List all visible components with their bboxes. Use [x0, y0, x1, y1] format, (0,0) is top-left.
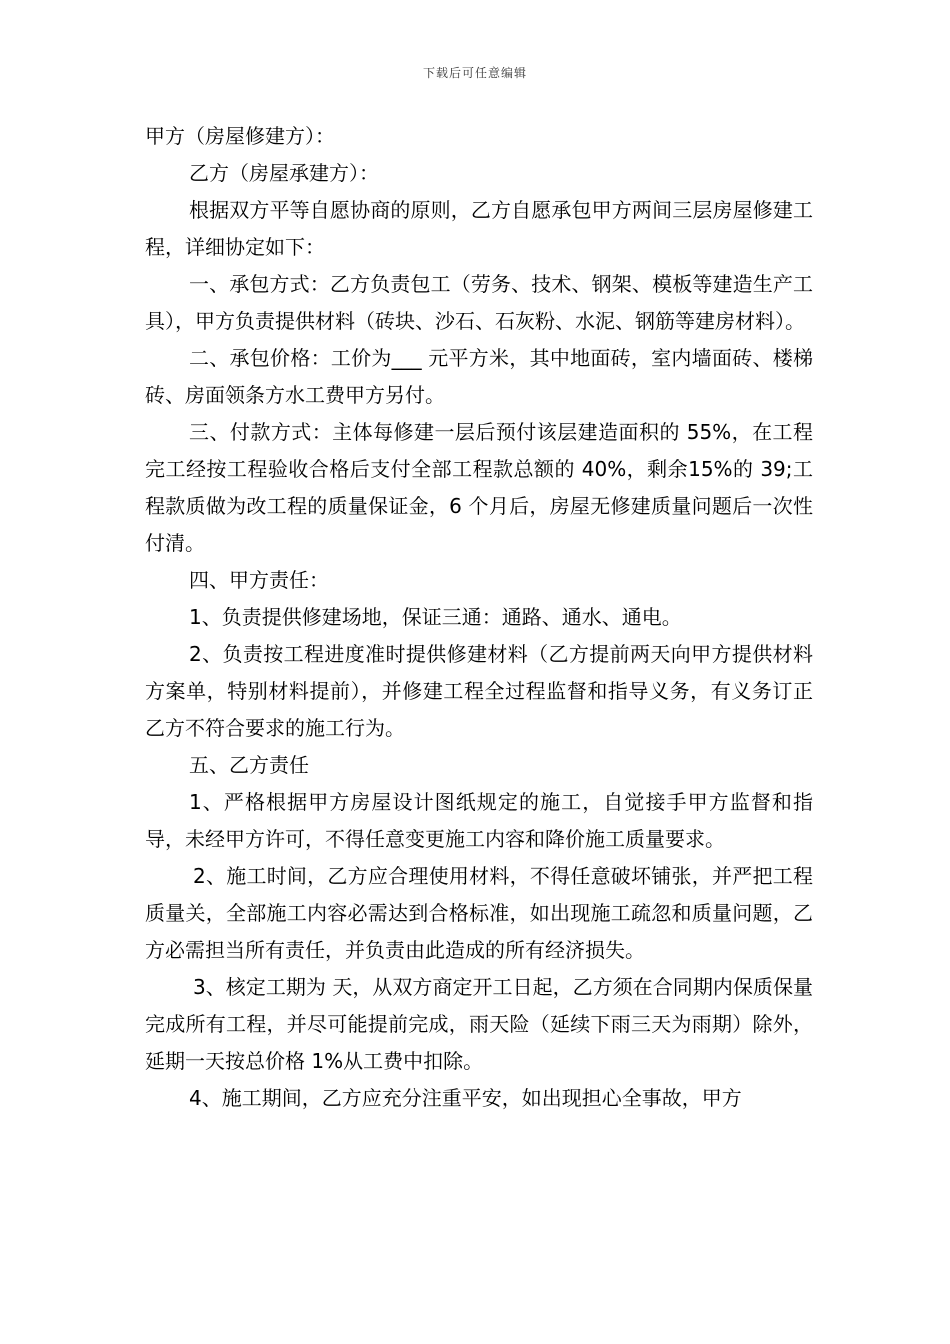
section-party-a-duties: 四、甲方责任： — [189, 568, 329, 592]
party-a-line: 甲方（房屋修建方）： — [145, 124, 335, 148]
section-party-b-duties: 五、乙方责任 — [189, 753, 309, 777]
party-a-duty-2: 2、负责按工程进度准时提供修建材料（乙方提前两天向甲方提供材料方案单，特别材料提前），并修建工程全过程监督和指导义务，有义务订正乙方不符合要求的施工行为。 — [145, 642, 813, 740]
agreement-intro: 根据双方平等自愿协商的原则，乙方自愿承包甲方两间三层房屋修建工程，详细协定如下： — [145, 198, 813, 259]
clause-payment-method: 三、付款方式：主体每修建一层后预付该层建造面积的 55%，在工程完工经按工程验收合格后支付全部工程款总额的 40%，剩余15%的 39;工程款质做为改工程的质量保证金，6 个月后，房屋无修建质量问题后一次性付清。 — [145, 420, 813, 555]
page-header: 下载后可任意编辑 — [422, 66, 527, 80]
party-b-duty-4: 4、施工期间，乙方应充分注重平安，如出现担心全事故，甲方 — [189, 1086, 742, 1110]
clause-contract-price: 二、承包价格：工价为___ 元平方米，其中地面砖，室内墙面砖、楼梯砖、房面领条方水工费甲方另付。 — [145, 346, 813, 407]
party-b-duty-1: 1、严格根据甲方房屋设计图纸规定的施工，自觉接手甲方监督和指导，未经甲方许可，不得任意变更施工内容和降价施工质量要求。 — [145, 790, 813, 851]
party-b-line: 乙方（房屋承建方）： — [189, 161, 379, 185]
party-a-duty-1: 1、负责提供修建场地，保证三通：通路、通水、通电。 — [189, 605, 682, 629]
document-body — [145, 118, 813, 1117]
clause-contract-method: 一、承包方式：乙方负责包工（劳务、技术、钢架、模板等建造生产工具），甲方负责提供材料（砖块、沙石、石灰粉、水泥、钢筋等建房材料）。 — [145, 272, 813, 333]
party-b-duty-3: 3、核定工期为 天，从双方商定开工日起，乙方须在合同期内保质保量完成所有工程，并尽可能提前完成，雨天险（延续下雨三天为雨期）除外，延期一天按总价格 1%从工费中扣除。 — [145, 975, 813, 1073]
party-b-duty-2: 2、施工时间，乙方应合理使用材料，不得任意破坏铺张，并严把工程质量关，全部施工内容必需达到合格标准，如出现施工疏忽和质量问题，乙方必需担当所有责任，并负责由此造成的所有经济损失。 — [145, 864, 813, 962]
